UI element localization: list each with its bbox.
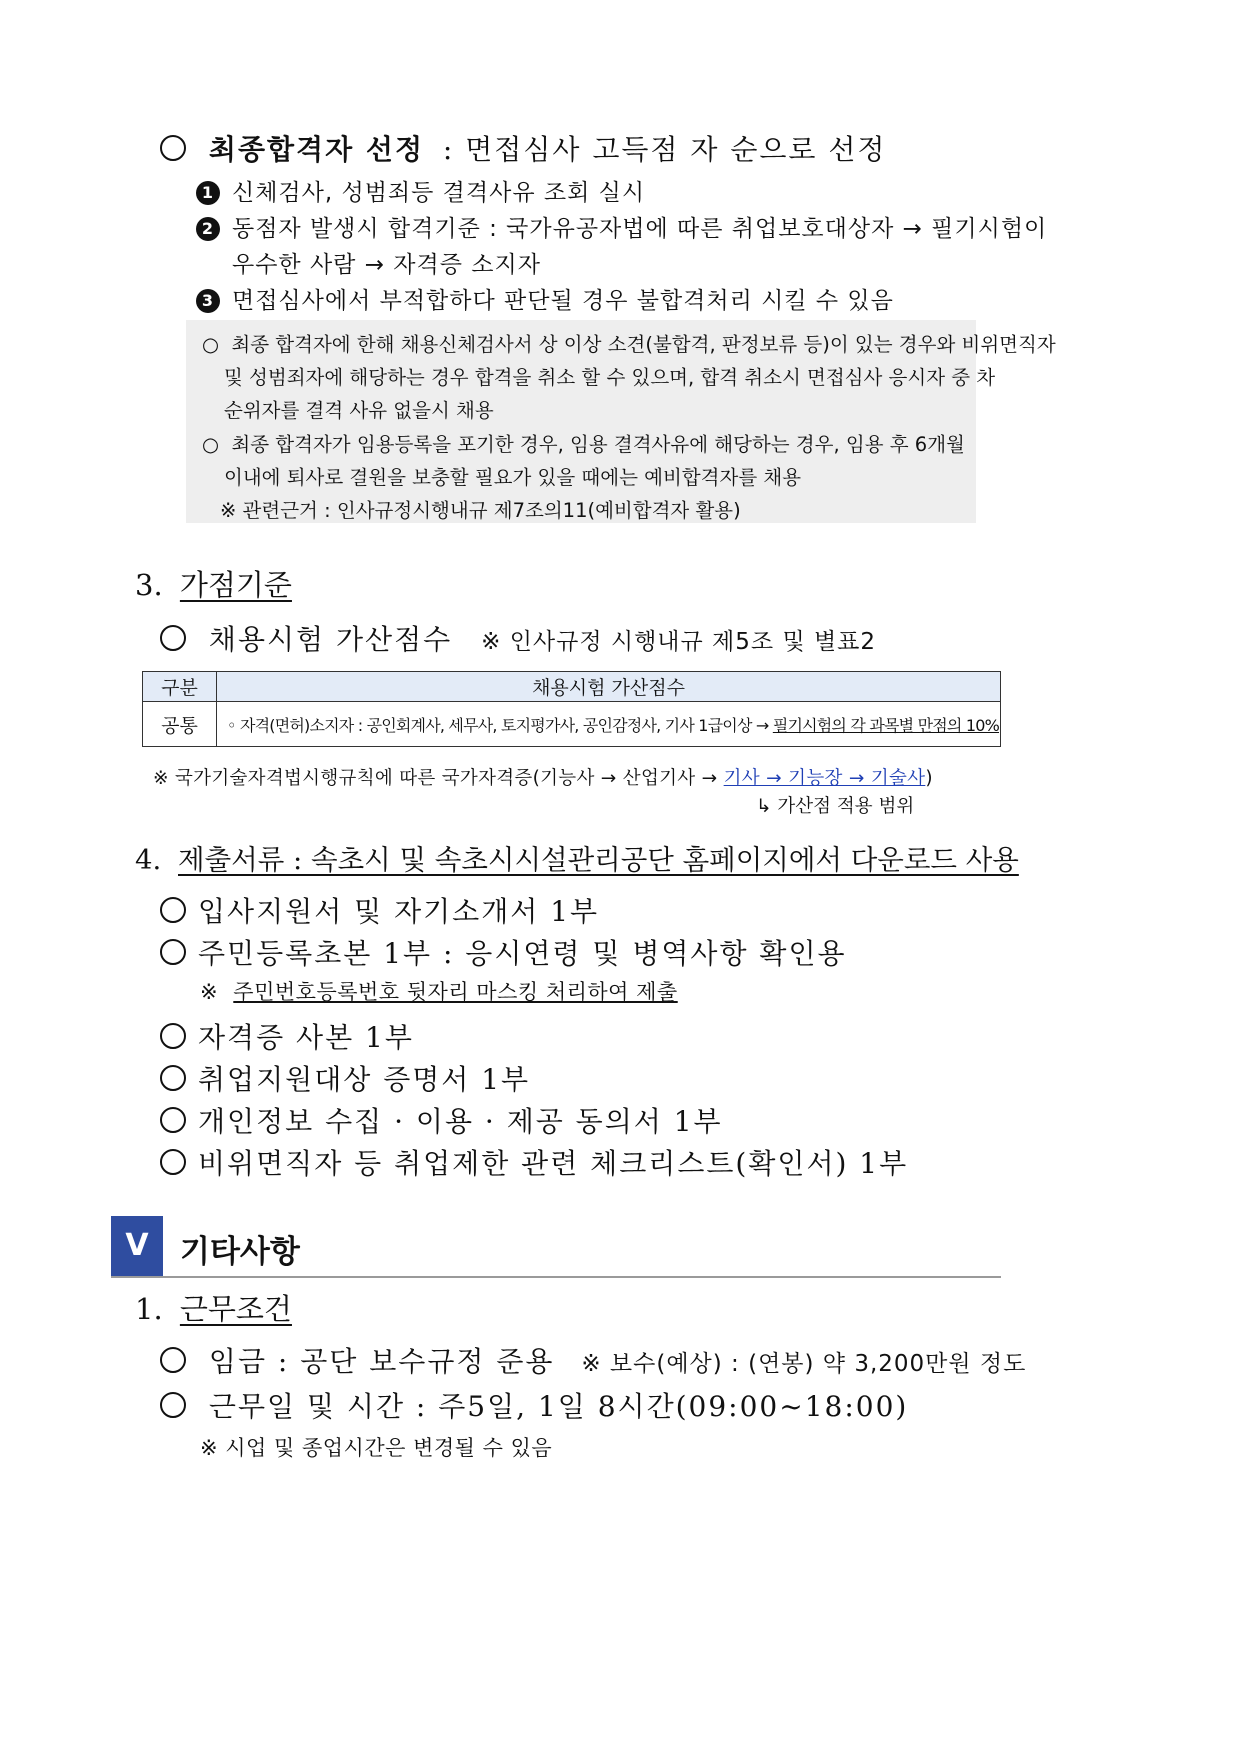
hours-note: ※ 시업 및 종업시간은 변경될 수 있음 — [200, 1436, 553, 1460]
doc-sub-note — [200, 976, 678, 1006]
doc-item-text: 개인정보 수집 · 이용 · 제공 동의서 1부 — [198, 1105, 723, 1138]
doc-item-text: 취업지원대상 증명서 1부 — [198, 1063, 531, 1096]
chapter-divider — [111, 1276, 1001, 1278]
wage-note: ※ 보수(예상) : (연봉) 약 3,200만원 정도 — [581, 1351, 1027, 1377]
note-marker: ○ — [202, 333, 220, 356]
section-number: 1. — [135, 1292, 163, 1326]
section-title: 근무조건 — [179, 1292, 292, 1326]
note-1 — [202, 328, 1056, 427]
note-line: 이내에 퇴사로 결원을 보충할 필요가 있을 때에는 예비합격자를 채용 — [224, 466, 802, 489]
bullet-circle-icon — [160, 1065, 186, 1091]
selection-item-3 — [196, 282, 894, 315]
hours-text: 근무일 및 시간 : 주5일, 1일 8시간(09:00~18:00) — [208, 1390, 909, 1423]
selection-item-1 — [196, 174, 645, 207]
bullet-note: ※ 인사규정 시행내규 제5조 및 별표2 — [481, 629, 877, 655]
section3-footnote — [153, 764, 933, 790]
bullet-circle-icon — [160, 897, 186, 923]
detail-underlined: 필기시험의 각 과목별 만점의 10% — [772, 715, 999, 735]
note-line: 최종 합격자가 임용등록을 포기한 경우, 임용 결격사유에 해당하는 경우, 임용 후 6개월 — [231, 433, 965, 456]
number-2-icon: 2 — [196, 217, 220, 241]
section4-heading — [135, 837, 1019, 877]
table-header-category: 구분 — [143, 672, 217, 702]
selection-item-text: 동점자 발생시 합격기준 : 국가유공자법에 따른 취업보호대상자 → 필기시험이 — [232, 216, 1048, 242]
section3-bullet — [160, 618, 876, 658]
note-line: 및 성범죄자에 해당하는 경우 합격을 취소 할 수 있으며, 합격 취소시 면접심사 응시자 중 차 — [224, 366, 996, 389]
bullet-circle-icon — [160, 1023, 186, 1049]
chapter-badge: V — [111, 1216, 163, 1276]
doc-item-text: 입사지원서 및 자기소개서 1부 — [198, 895, 600, 928]
hours-line — [160, 1385, 908, 1425]
wage-line — [160, 1340, 1026, 1380]
note-reference: ※ 관련근거 : 인사규정시행내규 제7조의11(예비합격자 활용) — [220, 499, 741, 522]
table-cell-detail — [217, 702, 1001, 747]
chapter-title: 기타사항 — [180, 1234, 300, 1270]
note-2 — [202, 428, 965, 527]
section-number: 3. — [135, 568, 163, 602]
detail-text: ◦ 자격(면허)소지자 : 공인회계사, 세무사, 토지평가사, 공인감정사, 기사 1급이상 → — [227, 715, 773, 735]
doc-item — [160, 1058, 530, 1098]
section3-heading — [135, 563, 292, 604]
footnote-sub: ↳ 가산점 적용 범위 — [756, 796, 915, 817]
doc-item — [160, 1142, 908, 1182]
note-marker: ○ — [202, 433, 220, 456]
section-title: 가점기준 — [179, 568, 292, 602]
doc-item — [160, 890, 599, 930]
footnote-link[interactable]: 기사 → 기능장 → 기술사 — [723, 768, 926, 789]
notes-box — [186, 320, 1056, 523]
number-3-icon: 3 — [196, 289, 220, 313]
bonus-table — [142, 671, 1001, 747]
final-selection-line — [160, 128, 886, 168]
note-text: 주민번호등록번호 뒷자리 마스킹 처리하여 제출 — [233, 980, 678, 1004]
bullet-circle-icon — [160, 1392, 186, 1418]
bullet-circle-icon — [160, 1347, 186, 1373]
doc-item — [160, 932, 847, 972]
section-number: 4. — [135, 844, 162, 876]
final-selection-text: : 면접심사 고득점 자 순으로 선정 — [442, 133, 887, 166]
bullet-circle-icon — [160, 939, 186, 965]
wage-text: 임금 : 공단 보수규정 준용 — [208, 1345, 555, 1378]
bullet-circle-icon — [160, 625, 186, 651]
doc-item-text: 비위면직자 등 취업제한 관련 체크리스트(확인서) 1부 — [198, 1147, 909, 1180]
table-header-score: 채용시험 가산점수 — [217, 672, 1001, 702]
footnote-text: ※ 국가기술자격법시행규칙에 따른 국가자격증(기능사 → 산업기사 → — [153, 768, 724, 789]
final-selection-label: 최종합격자 선정 — [208, 133, 424, 166]
bullet-text: 채용시험 가산점수 — [208, 623, 453, 656]
note-line: 순위자를 결격 사유 없을시 채용 — [224, 399, 494, 422]
number-1-icon: 1 — [196, 181, 220, 205]
table-cell-category: 공통 — [143, 702, 217, 747]
note-mark: ※ — [200, 980, 219, 1004]
section-title: 제출서류 : 속초시 및 속초시시설관리공단 홈페이지에서 다운로드 사용 — [178, 844, 1019, 876]
doc-item — [160, 1100, 723, 1140]
bullet-circle-icon — [160, 135, 186, 161]
note-line: 최종 합격자에 한해 채용신체검사서 상 이상 소견(불합격, 판정보류 등)이 있는 경우와 비위면직자 — [231, 333, 1056, 356]
doc-item-text: 자격증 사본 1부 — [198, 1021, 414, 1054]
selection-item-2 — [196, 210, 1047, 243]
section5-1-heading — [135, 1287, 292, 1328]
selection-item-2-cont: 우수한 사람 → 자격증 소지자 — [232, 252, 541, 278]
doc-item-text: 주민등록초본 1부 : 응시연령 및 병역사항 확인용 — [198, 937, 847, 970]
doc-item — [160, 1016, 414, 1056]
selection-item-text: 면접심사에서 부적합하다 판단될 경우 불합격처리 시킬 수 있음 — [232, 288, 894, 314]
selection-item-text: 신체검사, 성범죄등 결격사유 조회 실시 — [232, 180, 646, 206]
footnote-text: ) — [925, 768, 933, 789]
bullet-circle-icon — [160, 1149, 186, 1175]
bullet-circle-icon — [160, 1107, 186, 1133]
